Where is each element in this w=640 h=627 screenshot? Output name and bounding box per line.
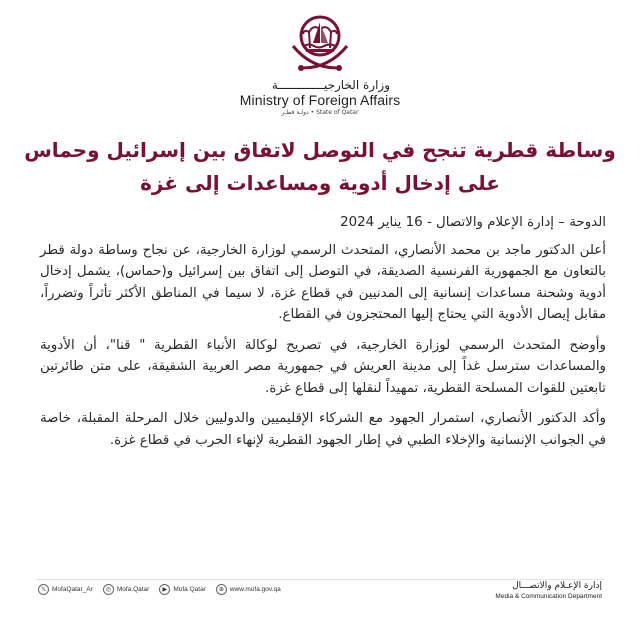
social-links: [38, 584, 281, 595]
ministry-logo: [0, 10, 640, 117]
department-signature: [495, 580, 602, 601]
body-paragraph: وأكد الدكتور الأنصاري، استمرار الجهود مع الشركاء الإقليميين والدوليين خلال المرحلة المقبلة، خاصة في الجوانب الإنسانية والإخلاء الطبي في إطار الجهود القطرية لإنهاء الحرب في قطاع غزة.: [40, 411, 606, 448]
body-paragraph: أعلن الدكتور ماجد بن محمد الأنصاري، المتحدث الرسمي لوزارة الخارجية، عن نجاح وساطة دولة قطر بالتعاون مع الجمهورية الفرنسية الصديقة، في التوصل إلى اتفاق بين إسرائيل و(حماس)، يشمل إدخال أدوية وشحنة مساعدات إنسانية إلى المدنيين في قطاع غزة، لا سيما في المناطق الأكثر تأثراً وتضرراً، مقابل إيصال الأدوية التي يحتاج إليها المحتجزون في القطاع.: [40, 242, 606, 322]
social-handle: Mofa.Qatar: [116, 586, 150, 593]
qatar-state-emblem-icon: [289, 10, 351, 76]
website-url: www.mofa.gov.qa: [229, 586, 281, 593]
social-handle: Mofa Qatar: [173, 586, 206, 593]
ministry-name-arabic: وزارة الخارجيـــــــــــــة: [271, 78, 390, 92]
social-link-youtube[interactable]: [159, 584, 206, 595]
social-link-instagram[interactable]: [103, 584, 150, 595]
youtube-icon: ▶: [159, 584, 170, 595]
department-name-arabic: إدارة الإعـلام والاتصـــال: [512, 581, 602, 591]
x-icon: 𝕏: [38, 584, 49, 595]
social-link-x[interactable]: [38, 584, 93, 595]
press-release-body: [40, 212, 606, 460]
press-release-headline: [24, 134, 616, 200]
social-link-website[interactable]: [216, 584, 281, 595]
headline-line-1: وساطة قطرية تنجح في التوصل لاتفاق بين إسرائيل وحماس: [24, 138, 616, 162]
instagram-icon: ◎: [103, 584, 114, 595]
state-of-qatar-label: State of Qatar • دولـة قطـر: [281, 109, 359, 116]
ministry-name-english: Ministry of Foreign Affairs: [239, 92, 401, 108]
department-name-english: Media & Communication Department: [495, 593, 602, 600]
headline-line-2: على إدخال أدوية ومساعدات إلى غزة: [140, 171, 500, 195]
social-handle: MofaQatar_Ar: [52, 586, 93, 593]
dateline: الدوحة – إدارة الإعلام والاتصال - 16 يناير 2024: [340, 215, 606, 230]
globe-icon: ⊕: [216, 584, 227, 595]
body-paragraph: وأوضح المتحدث الرسمي لوزارة الخارجية، في تصريح لوكالة الأنباء القطرية " قنا"، أن الأدوية والمساعدات سترسل غداً إلى مدينة العريش في جمهورية مصر العربية الشقيقة، على متن طائرتين تابعتين للقوات المسلحة القطرية، تمهيداً لنقلها إلى قطاع غزة.: [40, 337, 606, 396]
